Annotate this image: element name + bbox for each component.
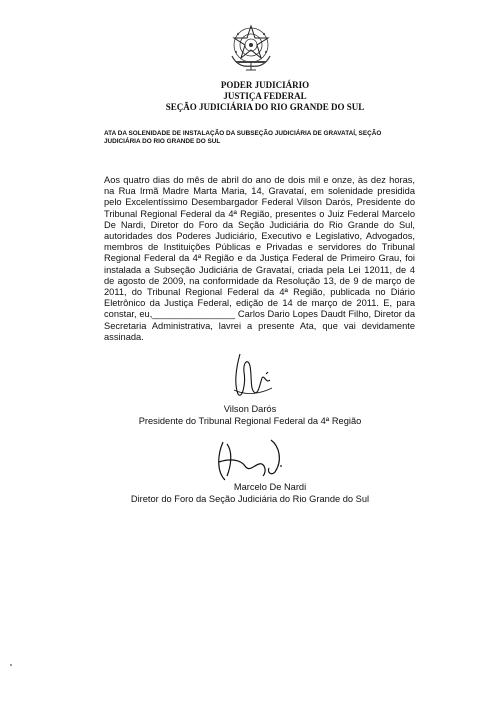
- document-body: Aos quatro dias do mês de abril do ano de dois mil e onze, às dez horas, na Rua Irmã Madre Marta Maria, 14, Gravataí, em solenidade presidida pelo Excelentíssimo Desembargador Federal Vilson Darós, Presidente do Tribunal Regional Federal da 4ª Região, presentes o Juiz Federal Marcelo De Nardi, Diretor do Foro da Seção Judiciária do Rio Grande do Sul, autoridades dos Poderes Judiciário, Executivo e Legislativo, Advogados, membros de Instituições Públicas e Privadas e servidores do Tribunal Regional Federal da 4ª Região e da Justiça Federal de Primeiro Grau, foi instalada a Subseção Judiciária de Gravataí, criada pela Lei 12011, de 4 de agosto de 2009, na conformidade da Resolução 13, de 9 de março de 2011, do Tribunal Regional Federal da 4ª Região, publicada no Diário Eletrônico da Justiça Federal, edição de 14 de março de 2011. E, para constar, eu,________________ Carlos Dario Lopes Daudt Filho, Diretor da Secretaria Administrativa, lavrei a presente Ata, que vai devidamente assinada.: [104, 175, 415, 342]
- signatory-role: Diretor do Foro da Seção Judiciária do Rio Grande do Sul: [130, 494, 370, 504]
- letterhead-line-1: PODER JUDICIÁRIO: [220, 80, 310, 90]
- letterhead-line-2: JUSTIÇA FEDERAL: [223, 91, 307, 101]
- margin-mark: [10, 664, 12, 666]
- signatory-name: Marcelo De Nardi: [233, 482, 307, 492]
- letterhead: [0, 80, 500, 113]
- document-title: ATA DA SOLENIDADE DE INSTALAÇÃO DA SUBSEÇÃO JUDICIÁRIA DE GRAVATAÍ, SEÇÃO JUDICIÁRIA DO RIO GRANDE DO SUL: [104, 130, 382, 145]
- coat-of-arms-seal-icon: [226, 22, 276, 72]
- letterhead-line-3: SEÇÃO JUDICIÁRIA DO RIO GRANDE DO SUL: [165, 102, 365, 112]
- signatory-role: Presidente do Tribunal Regional Federal da 4ª Região: [138, 416, 362, 426]
- signature-vilson-daros-icon: [222, 344, 278, 404]
- signatory-name: Vilson Darós: [223, 404, 277, 414]
